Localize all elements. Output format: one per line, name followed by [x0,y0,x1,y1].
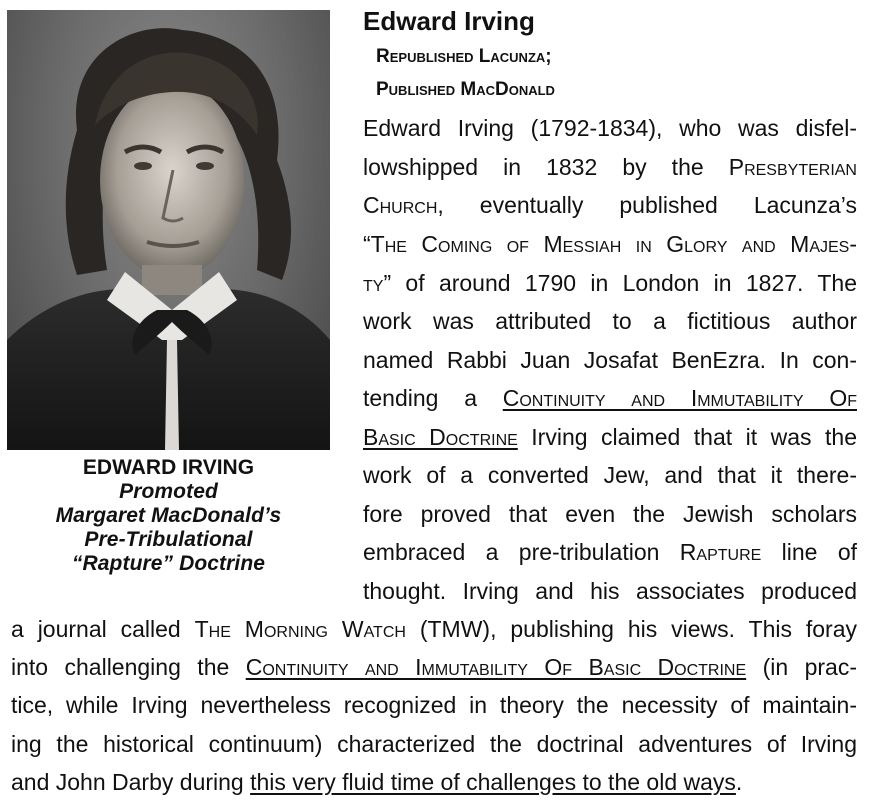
body-line: named Rabbi Juan Josafat BenEzra. In con- [363,347,857,373]
doctrine-term: Continuity and Immutability Of Basic Doctrine [245,654,747,680]
caption-line: “Rapture” Doctrine [71,552,266,575]
body-line: ty” of around 1790 in London in 1827. The [363,270,857,296]
article-subheading: Published MacDonald [376,79,555,100]
body-line: tending a Continuity and Immutability Of [363,385,857,411]
caption-line: Margaret MacDonald’s [55,504,282,527]
doctrine-term: Continuity and Immutability Of [502,385,857,411]
body-line: thought. Irving and his associates produced [363,578,857,604]
body-line: fore proved that even the Jewish scholars [363,501,857,527]
caption-line: Pre-Tribulational [84,528,253,551]
body-line: work was attributed to a fictitious author [363,308,857,334]
body-line: Basic Doctrine Irving claimed that it was the [363,424,858,450]
body-line: and John Darby during this very fluid time of challenges to the old ways. [11,769,743,795]
body-line: Edward Irving (1792-1834), who was disfel- [363,115,857,141]
underlined-phrase: this very fluid time of challenges to the old ways [250,769,736,795]
body-line: embraced a pre-tribulation Rapture line of [363,539,857,565]
portrait-photo [7,10,330,450]
article-subheading: Republished Lacunza; [376,46,552,67]
portrait-drawing [7,10,330,450]
body-line: tice, while Irving nevertheless recognized in theory the necessity of maintain- [11,692,857,718]
doctrine-term: Basic Doctrine [363,424,518,450]
portrait-caption [7,456,330,576]
body-line: ing the historical continuum) characterized the doctrinal adventures of Irving [11,731,857,757]
body-line: a journal called The Morning Watch (TMW), publishing his views. This foray [11,616,857,642]
article-heading: Edward Irving [363,6,535,36]
body-line: lowshipped in 1832 by the Presbyterian [363,154,857,180]
caption-line: Promoted [119,480,218,503]
body-line: “The Coming of Messiah in Glory and Majes- [363,231,857,257]
body-line: into challenging the Continuity and Immutability Of Basic Doctrine (in prac- [11,654,857,680]
body-line: work of a converted Jew, and that it there- [363,462,857,488]
body-line: Church, eventually published Lacunza’s [363,192,857,218]
caption-name: EDWARD IRVING [82,456,255,479]
